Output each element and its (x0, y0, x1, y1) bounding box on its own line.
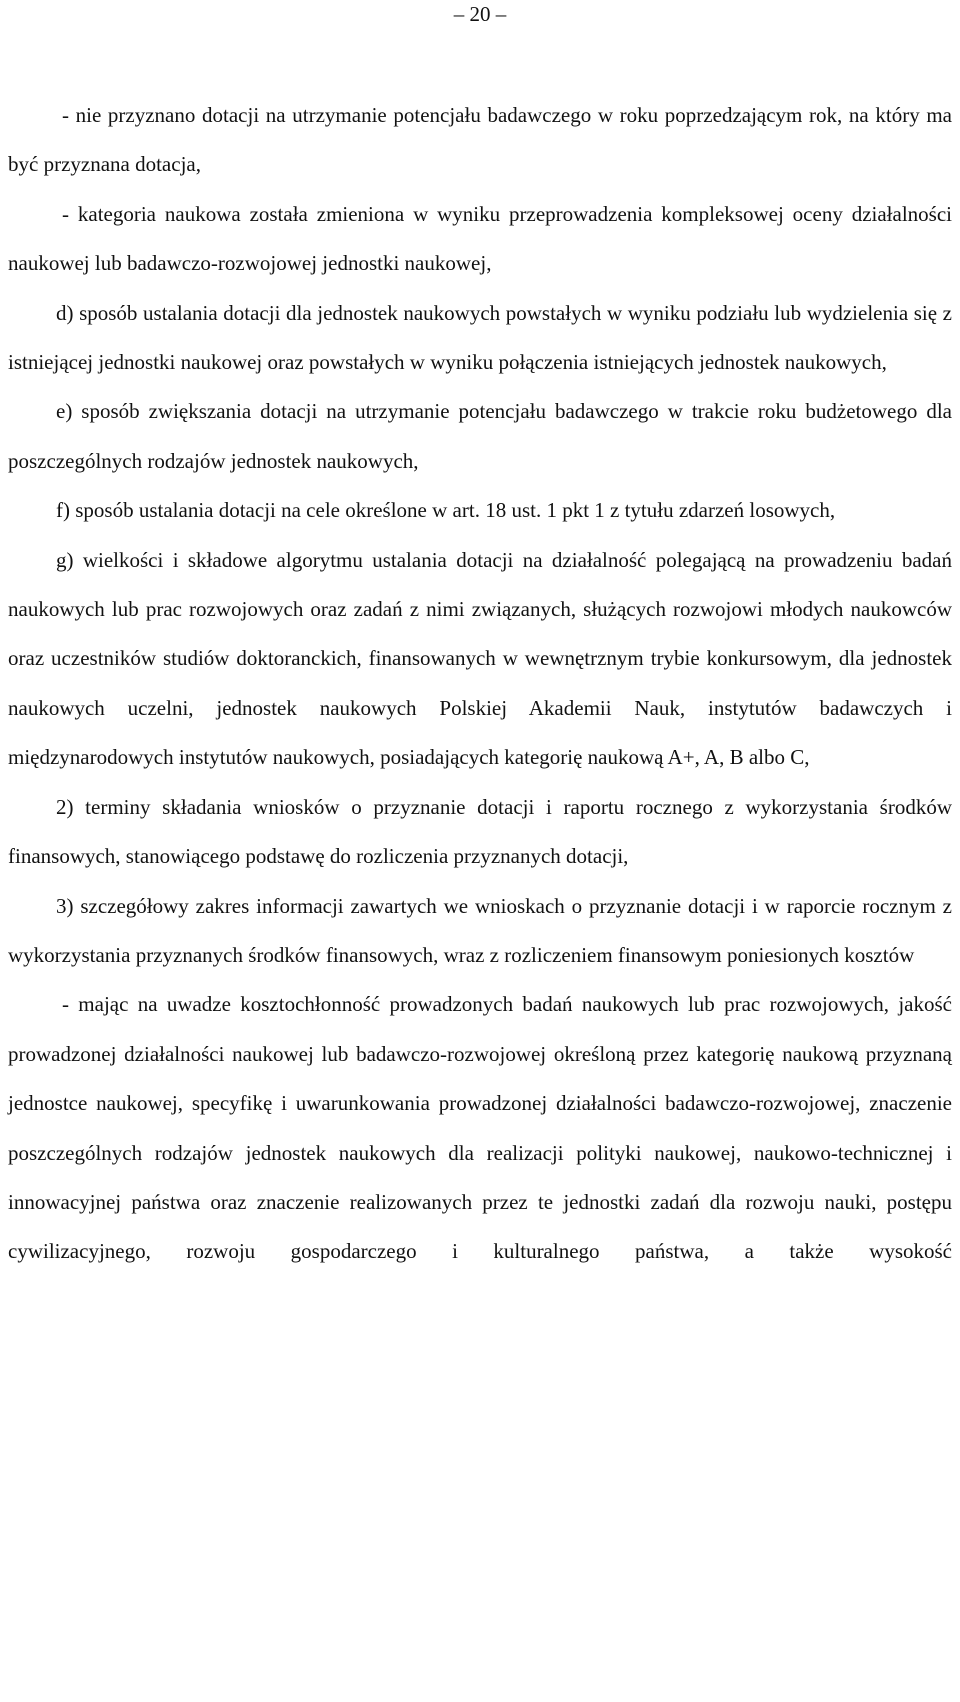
list-item-d: d) sposób ustalania dotacji dla jednostek naukowych powstałych w wyniku podziału lub wydzielenia się z istniejącej jednostki naukowej oraz powstałych w wyniku połączenia istniejących jednostek naukowych, (8, 300, 952, 375)
list-item-2: 2) terminy składania wniosków o przyznanie dotacji i raportu rocznego z wykorzystania środków finansowych, stanowiącego podstawę do rozliczenia przyznanych dotacji, (8, 794, 952, 869)
document-body (8, 91, 952, 1277)
closing-paragraph: - mając na uwadze kosztochłonność prowadzonych badań naukowych lub prac rozwojowych, jakość prowadzonej działalności naukowej lub badawczo-rozwojowej określoną przez kategorię naukową przyznaną jednostce naukowej, specyfikę i uwarunkowania prowadzonej działalności badawczo-rozwojowej, znaczenie poszczególnych rodzajów jednostek naukowych dla realizacji polityki naukowej, naukowo-technicznej i innowacyjnej państwa oraz znaczenie realizowanych przez te jednostki zadań dla rozwoju nauki, postępu cywilizacyjnego, rozwoju gospodarczego i kulturalnego państwa, a także wysokość (8, 992, 952, 1264)
list-item-g: g) wielkości i składowe algorytmu ustalania dotacji na działalność polegającą na prowadzeniu badań naukowych lub prac rozwojowych oraz zadań z nimi związanych, służących rozwojowi młodych naukowców oraz uczestników studiów doktoranckich, finansowanych w wewnętrznym trybie konkursowym, dla jednostek naukowych uczelni, jednostek naukowych Polskiej Akademii Nauk, instytutów badawczych i międzynarodowych instytutów naukowych, posiadających kategorię naukową A+, A, B albo C, (8, 547, 952, 770)
list-item-dash-category-changed: - kategoria naukowa została zmieniona w wyniku przeprowadzenia kompleksowej oceny działalności naukowej lub badawczo-rozwojowej jednostki naukowej, (8, 201, 952, 276)
list-item-e: e) sposób zwiększania dotacji na utrzymanie potencjału badawczego w trakcie roku budżetowego dla poszczególnych rodzajów jednostek naukowych, (8, 399, 952, 473)
list-item-3: 3) szczegółowy zakres informacji zawartych we wnioskach o przyznanie dotacji i w raporcie rocznym z wykorzystania przyznanych środków finansowych, wraz z rozliczeniem finansowym poniesionych kosztów (8, 893, 952, 967)
list-item-dash-no-grant: - nie przyznano dotacji na utrzymanie potencjału badawczego w roku poprzedzającym rok, na który ma być przyznana dotacja, (8, 103, 952, 177)
list-item-f: f) sposób ustalania dotacji na cele określone w art. 18 ust. 1 pkt 1 z tytułu zdarzeń losowych, (56, 498, 836, 523)
page-number: – 20 – (453, 2, 507, 26)
